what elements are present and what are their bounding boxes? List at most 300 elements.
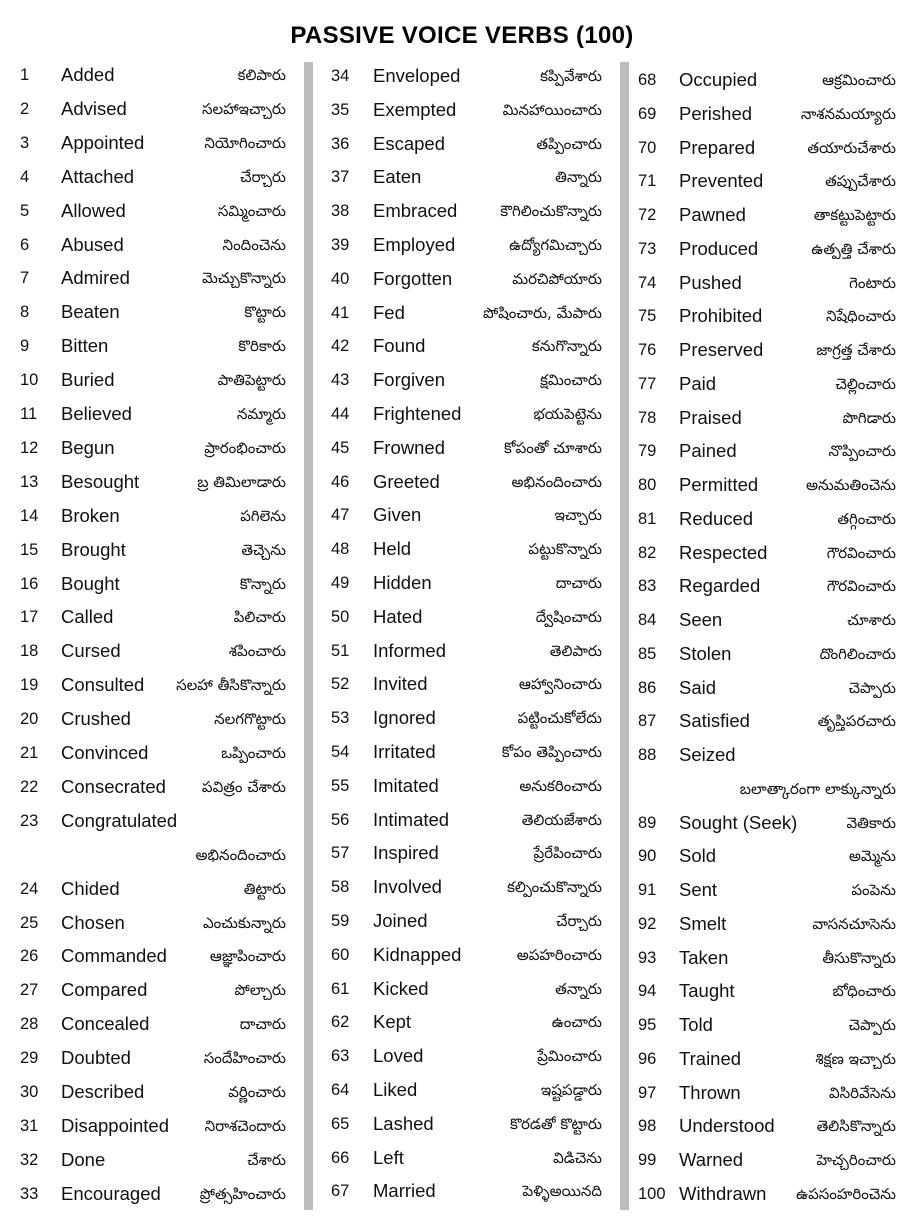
verb-row: [331, 878, 606, 912]
verb-number: 69: [638, 104, 657, 123]
verb-telugu: మినహాయించారు: [502, 100, 602, 119]
verb-telugu: నిషేధించారు: [825, 307, 896, 326]
verb-number: 8: [20, 303, 30, 322]
verb-english: Married: [373, 1180, 436, 1202]
verb-row: [638, 1081, 900, 1118]
verb-row: [20, 809, 290, 864]
verb-row: [638, 982, 900, 1016]
verb-english: Abused: [61, 233, 124, 255]
verb-number: 80: [638, 476, 657, 494]
verb-row: [20, 877, 290, 914]
verb-row: [638, 102, 900, 139]
verb-english: Preserved: [679, 339, 764, 360]
verb-english: Inspired: [373, 842, 439, 864]
verb-number: 84: [638, 611, 657, 629]
verb-telugu: సమ్మించారు: [217, 201, 286, 220]
verb-row: [331, 67, 606, 101]
verb-english: Commanded: [61, 945, 167, 967]
verb-telugu: విసిరివేసెను: [828, 1083, 896, 1102]
verb-number: 26: [20, 947, 39, 966]
verb-telugu: ఆజ్ఞాపించారు: [209, 947, 286, 966]
verb-english: Sent: [679, 879, 718, 900]
verb-english: Called: [61, 606, 114, 628]
verb-telugu: ఉపసంహరించెను: [796, 1184, 896, 1203]
verb-row: [20, 470, 290, 507]
verb-number: 88: [638, 746, 657, 764]
verb-row: [331, 267, 606, 304]
verb-english: Employed: [373, 234, 456, 255]
verb-number: 55: [331, 776, 350, 795]
verb-telugu: పంపెను: [851, 881, 896, 899]
verb-number: 70: [638, 138, 657, 157]
verb-english: Intimated: [373, 808, 450, 830]
verb-row: [638, 442, 900, 476]
verb-english: Chosen: [61, 911, 125, 933]
verb-english: Held: [373, 538, 412, 560]
verb-telugu: ప్రోత్సహించారు: [199, 1184, 286, 1203]
verb-english: Pawned: [679, 204, 746, 225]
verb-row: [331, 98, 606, 135]
verb-telugu: తాకట్టుపెట్టారు: [813, 206, 896, 224]
verb-row: [20, 676, 290, 710]
verb-row: [331, 1182, 606, 1216]
verb-telugu: వర్ణించారు: [228, 1083, 286, 1101]
verb-row: [331, 405, 606, 439]
verb-telugu: కలిపారు: [237, 66, 286, 84]
verb-telugu: తన్నారు: [555, 979, 602, 998]
verb-number: 64: [331, 1081, 350, 1099]
verb-telugu: విడిచెను: [553, 1148, 602, 1167]
verb-number: 4: [20, 167, 30, 186]
verb-number: 46: [331, 472, 350, 491]
verb-number: 9: [20, 337, 30, 356]
verb-english: Escaped: [373, 132, 445, 154]
verb-number: 49: [331, 574, 350, 592]
verb-telugu: చూశారు: [847, 611, 896, 629]
verb-telugu: శపించారు: [228, 642, 286, 661]
verb-row: [638, 541, 900, 578]
verb-number: 33: [20, 1184, 39, 1203]
verb-telugu: తప్పుచేశారు: [825, 172, 896, 191]
verb-english: Thrown: [679, 1081, 741, 1103]
verb-english: Concealed: [61, 1013, 150, 1035]
verb-row: [331, 301, 606, 338]
verb-row: [638, 372, 900, 409]
verb-telugu: జాగ్రత్త చేశారు: [816, 341, 896, 359]
verb-number: 100: [638, 1184, 666, 1203]
verb-telugu: ఉద్యోగమిచ్చారు: [509, 236, 602, 254]
verb-english: Compared: [61, 979, 148, 1001]
verb-english: Given: [373, 504, 422, 526]
verb-telugu: నొప్పించారు: [828, 442, 896, 461]
verb-telugu: నమ్మారు: [236, 405, 286, 423]
verb-row: [331, 1081, 606, 1115]
verb-english: Loved: [373, 1045, 424, 1067]
verb-row: [20, 744, 290, 778]
verb-english: Bitten: [61, 335, 109, 357]
verb-telugu: పట్టించుకోలేదు: [517, 709, 602, 728]
verb-telugu: ప్రారంభించారు: [204, 438, 286, 457]
verb-english: Doubted: [61, 1047, 131, 1069]
verb-english: Fed: [373, 301, 405, 323]
verb-english: Done: [61, 1148, 106, 1170]
verb-number: 43: [331, 371, 350, 390]
verb-number: 59: [331, 912, 350, 930]
verb-row: [638, 71, 900, 105]
verb-english: Prohibited: [679, 305, 763, 327]
verb-row: [20, 775, 290, 812]
verb-telugu: తెచ్చెను: [241, 540, 286, 559]
verb-row: [638, 307, 900, 341]
verb-number: 89: [638, 813, 657, 832]
verb-number: 65: [331, 1114, 350, 1133]
verb-row: [638, 1151, 900, 1185]
verb-row: [20, 1015, 290, 1049]
verb-row: [638, 611, 900, 645]
verb-row: [638, 206, 900, 240]
verb-telugu: ఉంచారు: [551, 1013, 602, 1032]
verb-row: [638, 912, 900, 949]
verb-english: Liked: [373, 1079, 418, 1100]
verb-row: [638, 946, 900, 983]
verb-number: 71: [638, 172, 657, 191]
verb-row: [20, 371, 290, 405]
verb-english: Trained: [679, 1047, 742, 1069]
verb-number: 28: [20, 1015, 39, 1034]
verb-telugu: తిట్టారు: [243, 879, 286, 898]
verb-telugu: కనుగొన్నారు: [531, 337, 602, 356]
verb-english: Forgotten: [373, 267, 453, 289]
verb-english: Pushed: [679, 271, 742, 293]
verb-row: [331, 1013, 606, 1047]
verb-english: Sought (Seek): [679, 811, 798, 833]
verb-number: 29: [20, 1049, 39, 1068]
verb-telugu: నిరాశచెందారు: [204, 1116, 286, 1135]
verb-telugu: శిక్షణ ఇచ్చారు: [815, 1049, 896, 1068]
verb-number: 74: [638, 273, 657, 292]
verb-english: Seized: [679, 744, 736, 765]
verb-telugu: పిలిచారు: [233, 608, 286, 627]
verb-row: [20, 911, 290, 948]
verb-number: 81: [638, 509, 657, 528]
verb-row: [638, 172, 900, 206]
verb-row: [331, 236, 606, 270]
verb-number: 86: [638, 678, 657, 697]
verb-telugu: కోపం తెప్పించారు: [501, 743, 602, 761]
verb-row: [331, 436, 606, 473]
verb-row: [20, 66, 290, 100]
verb-row: [331, 844, 606, 878]
verb-telugu: హెచ్చరించారు: [816, 1151, 896, 1169]
verb-telugu: పోల్చారు: [234, 981, 286, 1000]
verb-number: 40: [331, 269, 350, 288]
verb-english: Respected: [679, 541, 768, 563]
verb-row: [20, 981, 290, 1015]
verb-number: 17: [20, 608, 39, 627]
verb-telugu: తెలియజేశారు: [521, 810, 602, 829]
verb-row: [331, 639, 606, 676]
verb-row: [638, 811, 900, 848]
verb-telugu: సలహా తీసికొన్నారు: [176, 676, 286, 695]
verb-telugu: చెప్పారు: [848, 678, 896, 697]
verb-row: [20, 710, 290, 744]
verb-telugu: గౌరవించారు: [826, 543, 896, 562]
verb-english: Admired: [61, 267, 130, 289]
verb-english: Sold: [679, 845, 717, 867]
verb-number: 95: [638, 1016, 657, 1034]
verb-number: 56: [331, 810, 350, 829]
verb-number: 36: [331, 134, 350, 153]
verb-telugu: కొన్నారు: [239, 574, 286, 593]
verb-row: [638, 847, 900, 881]
verb-row: [20, 538, 290, 575]
verb-number: 53: [331, 709, 350, 728]
verb-english: Disappointed: [61, 1114, 169, 1136]
verb-telugu: తయారుచేశారు: [807, 138, 896, 157]
verb-number: 11: [20, 405, 38, 423]
verb-number: 82: [638, 543, 657, 562]
verb-row: [20, 1148, 290, 1185]
verb-row: [20, 97, 290, 134]
verb-telugu: చేర్చారు: [240, 167, 286, 186]
verb-english: Embraced: [373, 200, 458, 222]
verb-number: 75: [638, 307, 657, 326]
verb-telugu: గెంటారు: [849, 273, 896, 292]
verb-telugu: ఎంచుకున్నారు: [202, 913, 286, 932]
verb-english: Convinced: [61, 742, 149, 763]
verb-telugu: నిందించెను: [222, 235, 286, 254]
verb-telugu: ఒప్పించారు: [221, 744, 286, 762]
verb-english: Permitted: [679, 474, 759, 495]
verb-english: Added: [61, 64, 115, 85]
verb-number: 34: [331, 67, 350, 85]
verb-telugu: చెల్లించారు: [835, 374, 896, 393]
verb-english: Encouraged: [61, 1182, 161, 1204]
verb-row: [20, 199, 290, 236]
verb-english: Pained: [679, 440, 737, 462]
verb-row: [20, 1049, 290, 1083]
verb-english: Involved: [373, 876, 442, 898]
verb-telugu: ఇష్టపడ్డారు: [540, 1081, 602, 1099]
verb-english: Consecrated: [61, 775, 166, 797]
verb-row: [638, 271, 900, 308]
verb-english: Produced: [679, 237, 759, 259]
verb-telugu: తీసుకొన్నారు: [822, 948, 896, 967]
verb-telugu: సందేహించారు: [203, 1049, 286, 1068]
verb-english: Advised: [61, 97, 127, 119]
verb-number: 32: [20, 1150, 39, 1169]
verb-number: 37: [331, 168, 350, 187]
verb-row: [20, 233, 290, 270]
verb-number: 67: [331, 1182, 350, 1201]
verb-row: [331, 506, 606, 540]
verb-number: 24: [20, 879, 39, 898]
verb-row: [638, 237, 900, 274]
verb-number: 39: [331, 236, 350, 254]
verb-telugu: ప్రేమించారు: [537, 1047, 602, 1066]
verb-number: 35: [331, 100, 350, 119]
verb-english: Frightened: [373, 403, 462, 424]
verb-row: [638, 136, 900, 173]
verb-row: [638, 744, 900, 798]
verb-telugu: అభినందించారు: [195, 845, 286, 864]
verb-telugu: తగ్గించారు: [837, 509, 896, 528]
verb-number: 3: [20, 133, 30, 152]
verb-telugu: మరచిపోయారు: [512, 269, 602, 288]
verb-number: 47: [331, 506, 350, 525]
verb-number: 31: [20, 1116, 39, 1135]
verb-number: 54: [331, 743, 350, 761]
verb-row: [331, 540, 606, 574]
verb-telugu: అమ్మెను: [848, 847, 896, 866]
verb-number: 79: [638, 442, 657, 461]
verb-number: 90: [638, 847, 657, 866]
verb-telugu: కొట్టారు: [244, 303, 286, 322]
verb-telugu: ద్వేషించారు: [535, 607, 602, 626]
verb-number: 83: [638, 577, 657, 596]
verb-row: [331, 912, 606, 946]
verb-number: 97: [638, 1083, 657, 1102]
verb-telugu: సలహాఇచ్చారు: [201, 99, 286, 118]
verb-telugu: నాశనమయ్యారు: [800, 104, 896, 123]
verb-number: 92: [638, 914, 657, 933]
verb-english: Warned: [679, 1149, 744, 1170]
verb-telugu: ఉత్పత్తి చేశారు: [811, 239, 896, 258]
verb-english: Lashed: [373, 1112, 434, 1134]
verb-telugu: దొంగిలించారు: [819, 644, 896, 663]
verb-number: 13: [20, 472, 39, 491]
verb-number: 60: [331, 945, 350, 964]
verb-number: 16: [20, 574, 39, 593]
verb-number: 18: [20, 642, 39, 661]
verb-telugu: బలాత్కారంగా లాక్కున్నారు: [739, 780, 896, 798]
verb-telugu: పాతిపెట్టారు: [217, 371, 286, 390]
verb-telugu: తృప్తిపరచారు: [817, 712, 896, 731]
verb-english: Exempted: [373, 98, 457, 120]
verb-telugu: చేశారు: [247, 1150, 286, 1169]
verb-number: 19: [20, 676, 39, 695]
verb-english: Appointed: [61, 131, 145, 153]
verb-english: Consulted: [61, 674, 145, 696]
verb-number: 44: [331, 405, 350, 423]
verb-telugu: భయపెట్టెను: [533, 405, 602, 423]
verb-telugu: కప్పివేశారు: [540, 67, 602, 85]
verb-row: [331, 605, 606, 642]
verb-telugu: ఇచ్చారు: [554, 506, 602, 525]
verb-english: Said: [679, 676, 717, 698]
verb-row: [331, 709, 606, 743]
verb-telugu: వాసనచూసెను: [812, 914, 896, 933]
verb-row: [331, 943, 606, 980]
verb-number: 57: [331, 844, 350, 863]
verb-english: Paid: [679, 372, 717, 394]
verb-row: [638, 577, 900, 611]
verb-row: [638, 476, 900, 510]
verb-row: [20, 608, 290, 642]
verb-row: [20, 1083, 290, 1117]
verb-telugu: మెచ్చుకొన్నారు: [201, 269, 286, 288]
verb-english: Invited: [373, 673, 428, 695]
verb-telugu: ప్రేరేపించారు: [533, 844, 602, 863]
verb-number: 5: [20, 201, 30, 220]
verb-english: Brought: [61, 538, 126, 560]
verb-english: Frowned: [373, 436, 445, 458]
verb-number: 22: [20, 777, 39, 796]
verb-row: [331, 808, 606, 845]
verb-english: Regarded: [679, 575, 761, 597]
verb-number: 99: [638, 1151, 657, 1169]
verb-row: [638, 1047, 900, 1084]
verb-english: Begun: [61, 436, 115, 458]
verb-telugu: పెళ్ళిఅయినది: [522, 1182, 602, 1201]
verb-row: [331, 743, 606, 777]
verb-telugu: దాచారు: [239, 1015, 286, 1034]
verb-telugu: తిన్నారు: [555, 168, 602, 187]
verb-english: Withdrawn: [679, 1182, 767, 1204]
verb-english: Satisfied: [679, 710, 750, 732]
verb-number: 87: [638, 712, 657, 731]
verb-english: Attached: [61, 165, 135, 187]
verb-telugu: అభినందించారు: [511, 472, 602, 491]
verb-english: Perished: [679, 102, 753, 124]
verb-row: [20, 572, 290, 609]
verb-row: [20, 269, 290, 303]
verb-number: 93: [638, 948, 657, 967]
verb-number: 77: [638, 374, 657, 393]
verb-telugu: నియోగించారు: [204, 133, 286, 152]
verb-telugu: చేర్చారు: [556, 912, 602, 930]
verb-english: Greeted: [373, 470, 440, 492]
verb-number: 72: [638, 206, 657, 224]
verb-row: [331, 202, 606, 236]
verb-row: [638, 341, 900, 375]
verb-number: 98: [638, 1117, 657, 1136]
verb-number: 1: [20, 66, 30, 84]
verb-telugu: కొరడతో కొట్టారు: [510, 1114, 602, 1133]
verb-telugu: అనుమతించెను: [805, 476, 896, 494]
verb-number: 76: [638, 341, 657, 359]
verb-english: Besought: [61, 470, 140, 492]
verb-english: Found: [373, 335, 426, 357]
verb-number: 12: [20, 438, 39, 457]
verb-telugu: తెలిపారు: [549, 641, 602, 660]
verb-row: [638, 507, 900, 544]
verb-row: [20, 337, 290, 371]
verb-number: 23: [20, 811, 39, 830]
verb-telugu: కల్పించుకొన్నారు: [507, 878, 602, 897]
verb-number: 20: [20, 710, 39, 729]
verb-row: [331, 1047, 606, 1081]
verb-row: [331, 1112, 606, 1149]
verb-english: Described: [61, 1081, 145, 1102]
verb-row: [638, 1117, 900, 1151]
verb-english: Smelt: [679, 912, 727, 934]
verb-number: 2: [20, 99, 30, 118]
verb-row: [331, 574, 606, 608]
verb-telugu: పవిత్రం చేశారు: [201, 777, 286, 796]
verb-number: 62: [331, 1013, 350, 1032]
verb-english: Broken: [61, 504, 120, 526]
verb-english: Buried: [61, 369, 115, 391]
verb-telugu: అపహరించారు: [516, 945, 602, 964]
verb-telugu: గౌరవించారు: [826, 577, 896, 596]
verb-number: 78: [638, 408, 657, 427]
verb-telugu: తప్పించారు: [536, 134, 602, 153]
verb-english: Prevented: [679, 170, 764, 192]
verb-english: Prepared: [679, 136, 756, 158]
verb-english: Forgiven: [373, 369, 445, 391]
verb-row: [331, 774, 606, 811]
